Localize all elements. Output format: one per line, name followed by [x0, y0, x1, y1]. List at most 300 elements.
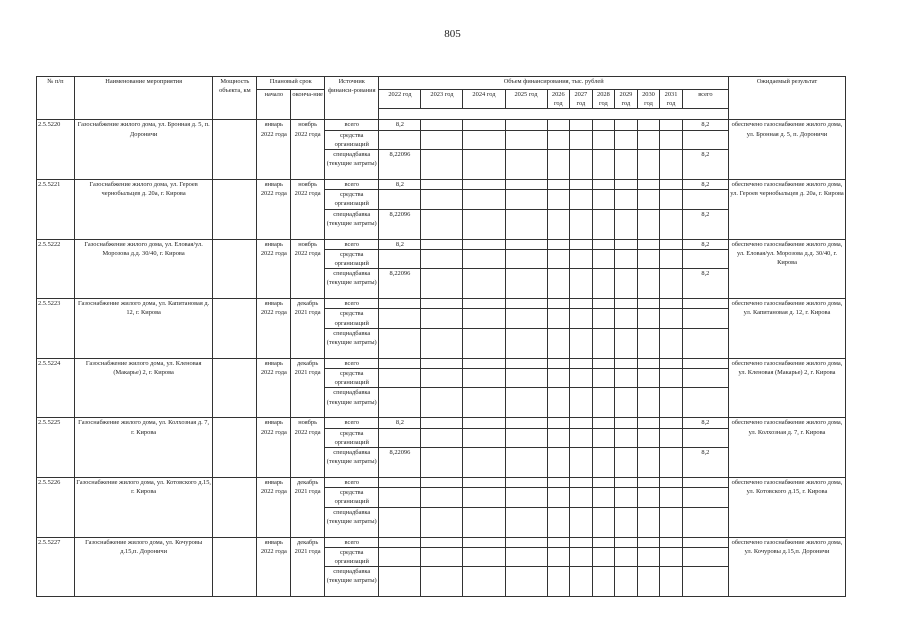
- value-cell: [660, 507, 683, 537]
- value-2022-total: 8,2: [379, 418, 421, 428]
- value-cell: [660, 328, 683, 358]
- value-cell: [547, 190, 570, 209]
- value-cell: [547, 269, 570, 299]
- value-cell: [547, 418, 570, 428]
- value-sum-total: 8,2: [682, 120, 728, 130]
- row-result: обеспечено газоснабжение жилого дома, ул. Капитановая д. 12, г. Кирова: [728, 299, 845, 359]
- value-cell: [682, 190, 728, 209]
- value-cell: [615, 488, 638, 507]
- value-cell: [463, 328, 505, 358]
- header-term-end: оконча-ние: [291, 90, 325, 120]
- header-spacer: [379, 109, 729, 120]
- value-cell: [637, 547, 660, 566]
- row-num: 2.5.5221: [37, 180, 75, 240]
- row-num: 2.5.5223: [37, 299, 75, 359]
- value-cell: [592, 190, 615, 209]
- header-year-2027: 2027 год: [570, 90, 593, 109]
- value-cell: [570, 120, 593, 130]
- value-cell: [570, 507, 593, 537]
- value-cell: [615, 190, 638, 209]
- value-cell: [463, 180, 505, 190]
- row-num: 2.5.5224: [37, 358, 75, 418]
- value-cell: [592, 120, 615, 130]
- value-cell: [592, 567, 615, 597]
- value-cell: [660, 309, 683, 328]
- row-start: январь 2022 года: [257, 239, 291, 299]
- value-cell: [615, 130, 638, 149]
- value-cell: [570, 388, 593, 418]
- value-2022-total: [379, 537, 421, 547]
- row-capacity: [213, 418, 257, 478]
- value-cell: [505, 299, 547, 309]
- value-cell: [505, 249, 547, 268]
- source-org-funds: средства организаций: [325, 369, 379, 388]
- row-start: январь 2022 года: [257, 358, 291, 418]
- value-cell: [505, 507, 547, 537]
- value-cell: [637, 180, 660, 190]
- value-cell: [421, 239, 463, 249]
- value-cell: [615, 448, 638, 478]
- value-2022-spec: 8,22096: [379, 150, 421, 180]
- value-cell: [637, 369, 660, 388]
- value-cell: [660, 418, 683, 428]
- source-special-surcharge: спецнадбавка (текущие затраты): [325, 388, 379, 418]
- value-cell: [660, 478, 683, 488]
- value-cell: [463, 249, 505, 268]
- table-row: [37, 299, 846, 309]
- value-cell: [570, 190, 593, 209]
- value-sum-spec: [682, 567, 728, 597]
- value-cell: [570, 328, 593, 358]
- source-total: всего: [325, 478, 379, 488]
- row-result: обеспечено газоснабжение жилого дома, ул. Колхозная д. 7, г. Кирова: [728, 418, 845, 478]
- row-name: Газоснабжение жилого дома, ул. Бронная д. 5, п. Дороничи: [74, 120, 212, 180]
- value-cell: [505, 190, 547, 209]
- value-cell: [547, 547, 570, 566]
- value-2022-total: 8,2: [379, 120, 421, 130]
- value-cell: [463, 418, 505, 428]
- value-cell: [570, 209, 593, 239]
- header-year-2028: 2028 год: [592, 90, 615, 109]
- value-cell: [421, 249, 463, 268]
- value-cell: [570, 448, 593, 478]
- value-cell: [592, 418, 615, 428]
- row-name: Газоснабжение жилого дома, ул. Еловая/ул. Морозова д.д. 30/40, г. Кирова: [74, 239, 212, 299]
- row-result: обеспечено газоснабжение жилого дома, ул. Бронная д. 5, п. Дороничи: [728, 120, 845, 180]
- value-cell: [463, 388, 505, 418]
- value-cell: [660, 299, 683, 309]
- value-cell: [637, 249, 660, 268]
- header-year-2022: 2022 год: [379, 90, 421, 109]
- table-row: [37, 358, 846, 368]
- value-cell: [463, 239, 505, 249]
- value-2022-total: [379, 478, 421, 488]
- value-cell: [505, 269, 547, 299]
- value-cell: [592, 488, 615, 507]
- value-cell: [615, 358, 638, 368]
- value-cell: [682, 428, 728, 447]
- row-start: январь 2022 года: [257, 299, 291, 359]
- value-cell: [463, 130, 505, 149]
- value-cell: [615, 507, 638, 537]
- source-special-surcharge: спецнадбавка (текущие затраты): [325, 209, 379, 239]
- value-cell: [637, 239, 660, 249]
- value-cell: [421, 547, 463, 566]
- value-cell: [570, 239, 593, 249]
- value-cell: [421, 537, 463, 547]
- value-cell: [379, 369, 421, 388]
- value-cell: [421, 507, 463, 537]
- value-cell: [592, 209, 615, 239]
- value-cell: [570, 249, 593, 268]
- value-cell: [505, 418, 547, 428]
- header-year-2026: 2026 год: [547, 90, 570, 109]
- value-cell: [421, 567, 463, 597]
- source-total: всего: [325, 537, 379, 547]
- row-num: 2.5.5220: [37, 120, 75, 180]
- value-cell: [570, 478, 593, 488]
- value-cell: [660, 239, 683, 249]
- value-cell: [592, 388, 615, 418]
- value-2022-spec: 8,22096: [379, 269, 421, 299]
- value-cell: [463, 537, 505, 547]
- header-year-2029: 2029 год: [615, 90, 638, 109]
- header-source: Источник финанси-рования: [325, 77, 379, 120]
- value-cell: [570, 567, 593, 597]
- value-cell: [505, 478, 547, 488]
- value-cell: [592, 428, 615, 447]
- source-total: всего: [325, 418, 379, 428]
- value-cell: [421, 130, 463, 149]
- value-cell: [505, 130, 547, 149]
- value-cell: [660, 369, 683, 388]
- source-total: всего: [325, 299, 379, 309]
- value-cell: [637, 567, 660, 597]
- value-cell: [505, 547, 547, 566]
- value-cell: [547, 249, 570, 268]
- value-cell: [547, 478, 570, 488]
- header-term-start: начало: [257, 90, 291, 120]
- value-cell: [505, 328, 547, 358]
- value-cell: [615, 180, 638, 190]
- value-cell: [547, 507, 570, 537]
- source-total: всего: [325, 180, 379, 190]
- value-cell: [463, 507, 505, 537]
- row-name: Газоснабжение жилого дома, ул. Героев чернобыльцев д. 20а, г. Кирова: [74, 180, 212, 240]
- value-cell: [421, 180, 463, 190]
- row-start: январь 2022 года: [257, 180, 291, 240]
- value-cell: [615, 239, 638, 249]
- row-capacity: [213, 478, 257, 538]
- value-cell: [660, 358, 683, 368]
- page-number: 805: [444, 28, 461, 40]
- value-cell: [592, 249, 615, 268]
- value-cell: [379, 130, 421, 149]
- value-2022-spec: [379, 388, 421, 418]
- value-cell: [592, 537, 615, 547]
- value-cell: [421, 428, 463, 447]
- row-start: январь 2022 года: [257, 537, 291, 597]
- value-cell: [463, 369, 505, 388]
- value-cell: [421, 448, 463, 478]
- row-name: Газоснабжение жилого дома, ул. Кленовая (Макарье) 2, г. Кирова: [74, 358, 212, 418]
- row-result: обеспечено газоснабжение жилого дома, ул. Еловая/ул. Морозова д.д. 30/40, г. Кирова: [728, 239, 845, 299]
- value-cell: [463, 269, 505, 299]
- value-cell: [570, 269, 593, 299]
- value-cell: [637, 150, 660, 180]
- value-cell: [463, 150, 505, 180]
- value-cell: [463, 478, 505, 488]
- value-cell: [682, 309, 728, 328]
- value-cell: [505, 358, 547, 368]
- row-start: январь 2022 года: [257, 418, 291, 478]
- value-cell: [615, 567, 638, 597]
- row-capacity: [213, 358, 257, 418]
- source-org-funds: средства организаций: [325, 488, 379, 507]
- value-cell: [615, 249, 638, 268]
- value-cell: [637, 418, 660, 428]
- row-result: обеспечено газоснабжение жилого дома, ул. Котовского д.15, г. Кирова: [728, 478, 845, 538]
- value-cell: [547, 130, 570, 149]
- value-cell: [592, 369, 615, 388]
- header-funding-volume: Объем финансирования, тыс. рублей: [379, 77, 729, 90]
- source-total: всего: [325, 120, 379, 130]
- value-sum-spec: 8,2: [682, 150, 728, 180]
- value-cell: [505, 428, 547, 447]
- value-cell: [660, 209, 683, 239]
- source-special-surcharge: спецнадбавка (текущие затраты): [325, 150, 379, 180]
- value-cell: [421, 269, 463, 299]
- value-cell: [660, 537, 683, 547]
- value-cell: [637, 488, 660, 507]
- value-cell: [570, 547, 593, 566]
- row-end: ноябрь 2022 года: [291, 418, 325, 478]
- value-cell: [637, 358, 660, 368]
- value-cell: [570, 358, 593, 368]
- value-cell: [463, 547, 505, 566]
- value-cell: [505, 150, 547, 180]
- header-year-2023: 2023 год: [421, 90, 463, 109]
- value-cell: [421, 120, 463, 130]
- row-name: Газоснабжение жилого дома, ул. Капитановая д. 12, г. Кирова: [74, 299, 212, 359]
- value-cell: [505, 120, 547, 130]
- source-org-funds: средства организаций: [325, 547, 379, 566]
- value-cell: [379, 309, 421, 328]
- source-org-funds: средства организаций: [325, 130, 379, 149]
- value-cell: [547, 358, 570, 368]
- table-row: [37, 537, 846, 547]
- value-cell: [660, 130, 683, 149]
- value-cell: [570, 488, 593, 507]
- value-sum-total: [682, 299, 728, 309]
- value-cell: [615, 150, 638, 180]
- value-cell: [615, 269, 638, 299]
- value-cell: [547, 239, 570, 249]
- value-cell: [660, 120, 683, 130]
- value-cell: [660, 428, 683, 447]
- row-capacity: [213, 239, 257, 299]
- row-end: декабрь 2021 года: [291, 358, 325, 418]
- value-cell: [463, 120, 505, 130]
- value-cell: [505, 488, 547, 507]
- row-num: 2.5.5225: [37, 418, 75, 478]
- value-cell: [660, 547, 683, 566]
- value-cell: [592, 269, 615, 299]
- value-2022-spec: [379, 507, 421, 537]
- source-org-funds: средства организаций: [325, 190, 379, 209]
- value-cell: [547, 120, 570, 130]
- table-header: [37, 77, 846, 120]
- value-cell: [570, 180, 593, 190]
- value-cell: [660, 249, 683, 268]
- value-cell: [682, 547, 728, 566]
- value-cell: [421, 358, 463, 368]
- row-result: обеспечено газоснабжение жилого дома, ул. Героев чернобыльцев д. 20а, г. Кирова: [728, 180, 845, 240]
- value-cell: [505, 537, 547, 547]
- value-cell: [463, 309, 505, 328]
- row-end: ноябрь 2022 года: [291, 120, 325, 180]
- value-cell: [421, 488, 463, 507]
- value-cell: [547, 448, 570, 478]
- value-2022-spec: 8,22096: [379, 209, 421, 239]
- value-cell: [379, 190, 421, 209]
- value-cell: [592, 299, 615, 309]
- value-cell: [421, 418, 463, 428]
- value-cell: [463, 488, 505, 507]
- row-num: 2.5.5227: [37, 537, 75, 597]
- value-cell: [615, 309, 638, 328]
- value-cell: [637, 328, 660, 358]
- header-year-2030: 2030 год: [637, 90, 660, 109]
- value-cell: [615, 328, 638, 358]
- source-total: всего: [325, 358, 379, 368]
- value-cell: [637, 299, 660, 309]
- value-cell: [463, 299, 505, 309]
- table-body: [37, 120, 846, 597]
- value-cell: [421, 309, 463, 328]
- row-name: Газоснабжение жилого дома, ул. Колхозная д. 7, г. Кирова: [74, 418, 212, 478]
- value-cell: [547, 299, 570, 309]
- value-cell: [421, 299, 463, 309]
- funding-table: [36, 76, 846, 597]
- value-cell: [682, 488, 728, 507]
- row-start: январь 2022 года: [257, 478, 291, 538]
- header-year-2025: 2025 год: [505, 90, 547, 109]
- value-cell: [547, 488, 570, 507]
- value-cell: [592, 239, 615, 249]
- value-cell: [637, 478, 660, 488]
- value-cell: [570, 537, 593, 547]
- value-cell: [637, 388, 660, 418]
- value-2022-total: [379, 299, 421, 309]
- value-cell: [505, 209, 547, 239]
- value-cell: [637, 448, 660, 478]
- value-sum-spec: [682, 388, 728, 418]
- table-row: [37, 180, 846, 190]
- value-cell: [547, 369, 570, 388]
- source-special-surcharge: спецнадбавка (текущие затраты): [325, 448, 379, 478]
- value-cell: [379, 428, 421, 447]
- value-cell: [421, 369, 463, 388]
- value-cell: [615, 547, 638, 566]
- value-cell: [570, 418, 593, 428]
- value-sum-spec: 8,2: [682, 269, 728, 299]
- value-2022-total: 8,2: [379, 180, 421, 190]
- value-cell: [505, 180, 547, 190]
- value-cell: [592, 150, 615, 180]
- value-cell: [592, 507, 615, 537]
- value-cell: [421, 190, 463, 209]
- header-year-2031: 2031 год: [660, 90, 683, 109]
- source-special-surcharge: спецнадбавка (текущие затраты): [325, 567, 379, 597]
- value-cell: [570, 150, 593, 180]
- value-cell: [592, 547, 615, 566]
- value-cell: [592, 180, 615, 190]
- value-cell: [421, 328, 463, 358]
- row-capacity: [213, 180, 257, 240]
- header-total: всего: [682, 90, 728, 109]
- value-cell: [570, 309, 593, 328]
- value-cell: [463, 209, 505, 239]
- value-cell: [637, 209, 660, 239]
- value-cell: [637, 130, 660, 149]
- value-cell: [637, 428, 660, 447]
- value-cell: [570, 428, 593, 447]
- row-end: декабрь 2021 года: [291, 299, 325, 359]
- value-cell: [660, 448, 683, 478]
- value-cell: [637, 507, 660, 537]
- value-cell: [570, 130, 593, 149]
- source-total: всего: [325, 239, 379, 249]
- header-capacity: Мощность объекта, км: [213, 77, 257, 120]
- source-special-surcharge: спецнадбавка (текущие затраты): [325, 507, 379, 537]
- value-cell: [637, 269, 660, 299]
- source-special-surcharge: спецнадбавка (текущие затраты): [325, 328, 379, 358]
- value-cell: [421, 388, 463, 418]
- value-cell: [660, 388, 683, 418]
- value-cell: [463, 567, 505, 597]
- value-2022-spec: [379, 567, 421, 597]
- row-end: декабрь 2021 года: [291, 478, 325, 538]
- value-cell: [660, 488, 683, 507]
- value-cell: [660, 269, 683, 299]
- value-sum-total: 8,2: [682, 418, 728, 428]
- value-cell: [682, 369, 728, 388]
- header-year-2024: 2024 год: [463, 90, 505, 109]
- row-num: 2.5.5222: [37, 239, 75, 299]
- value-cell: [505, 239, 547, 249]
- source-org-funds: средства организаций: [325, 249, 379, 268]
- value-sum-total: [682, 358, 728, 368]
- value-cell: [592, 328, 615, 358]
- value-cell: [570, 369, 593, 388]
- value-cell: [615, 428, 638, 447]
- row-start: январь 2022 года: [257, 120, 291, 180]
- row-capacity: [213, 537, 257, 597]
- value-cell: [547, 209, 570, 239]
- value-cell: [637, 190, 660, 209]
- header-name: Наименование мероприятия: [74, 77, 212, 120]
- value-cell: [505, 369, 547, 388]
- table-row: [37, 478, 846, 488]
- value-sum-spec: [682, 328, 728, 358]
- value-2022-spec: 8,22096: [379, 448, 421, 478]
- source-org-funds: средства организаций: [325, 309, 379, 328]
- table-row: [37, 418, 846, 428]
- value-cell: [547, 150, 570, 180]
- value-cell: [463, 448, 505, 478]
- value-cell: [615, 120, 638, 130]
